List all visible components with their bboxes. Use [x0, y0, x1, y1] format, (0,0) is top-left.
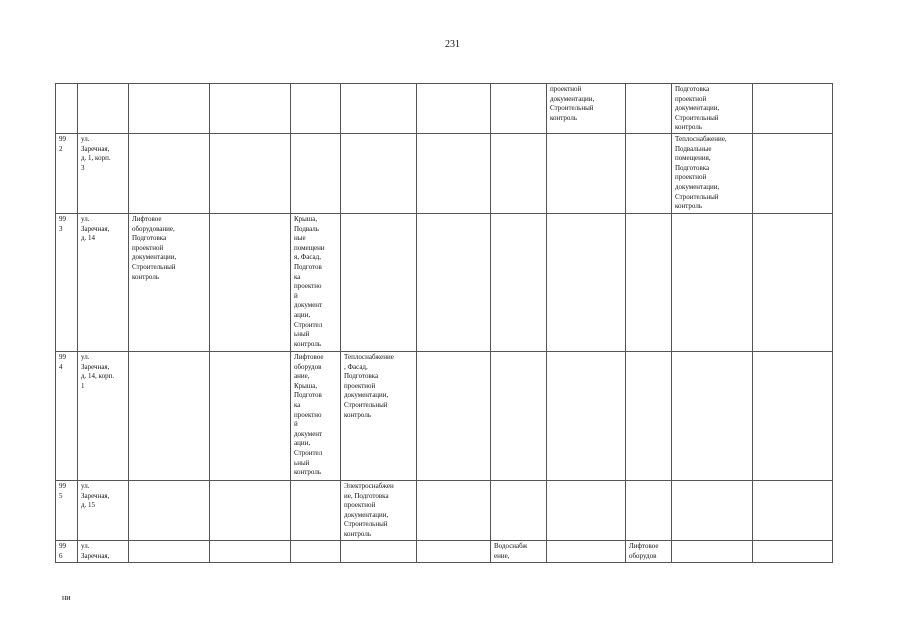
table-cell	[291, 84, 341, 134]
table-cell	[78, 352, 129, 481]
table-cell	[417, 541, 491, 563]
table-cell	[626, 134, 672, 214]
cell-text: Теплоснабжение, Подвальные помещения, Подготовка проектной документации, Строительный контроль	[675, 135, 727, 211]
table-cell	[341, 541, 417, 563]
table-cell	[56, 84, 78, 134]
table-cell	[753, 481, 833, 541]
table-row	[56, 541, 833, 563]
table-cell	[78, 541, 129, 563]
table-cell	[291, 481, 341, 541]
table-cell	[210, 352, 291, 481]
table-cell	[341, 214, 417, 352]
table-cell	[491, 214, 547, 352]
cell-text: ул. Заречная, д. 14, корп. 1	[81, 353, 115, 390]
table-cell	[547, 541, 626, 563]
table-cell	[491, 481, 547, 541]
table-cell	[210, 541, 291, 563]
table-cell	[78, 481, 129, 541]
cell-text: 99 5	[59, 482, 66, 500]
table-cell	[56, 481, 78, 541]
table-cell	[753, 134, 833, 214]
table-cell	[753, 541, 833, 563]
table-cell	[417, 84, 491, 134]
cell-text: Лифтовое оборудов	[629, 542, 659, 560]
table-cell	[417, 481, 491, 541]
table-cell	[129, 214, 210, 352]
table-row	[56, 214, 833, 352]
table-cell	[491, 134, 547, 214]
table-cell	[341, 134, 417, 214]
table-cell	[78, 214, 129, 352]
cell-text: ул. Заречная, д. 14	[81, 215, 110, 243]
table-cell	[56, 541, 78, 563]
repair-schedule-table	[55, 83, 833, 563]
table-cell	[753, 352, 833, 481]
table-cell	[626, 214, 672, 352]
table-row	[56, 481, 833, 541]
table-cell	[417, 352, 491, 481]
cell-text: 99 2	[59, 135, 66, 153]
table-cell	[491, 352, 547, 481]
cell-text: Лифтовое оборудование, Подготовка проектной документации, Строительный контроль	[132, 215, 177, 281]
table-cell	[56, 352, 78, 481]
cell-text: Электроснабжен ие, Подготовка проектной документации, Строительный контроль	[344, 482, 394, 538]
table-cell	[672, 352, 753, 481]
table-cell	[341, 481, 417, 541]
table-cell	[547, 352, 626, 481]
table-cell	[753, 84, 833, 134]
table-cell	[417, 214, 491, 352]
cell-text: 99 6	[59, 542, 66, 560]
table-cell	[129, 352, 210, 481]
cell-text: 99 4	[59, 353, 66, 371]
table-cell	[129, 481, 210, 541]
table-cell	[56, 134, 78, 214]
table-cell	[626, 352, 672, 481]
cell-text: 99 3	[59, 215, 66, 233]
table-cell	[291, 541, 341, 563]
table-row	[56, 134, 833, 214]
table-cell	[78, 134, 129, 214]
cell-text: Лифтовое оборудов ание, Крыша, Подготов ка проектно й документ ации, Строител ьный контроль	[294, 353, 324, 477]
table-cell	[547, 214, 626, 352]
table-cell	[672, 134, 753, 214]
table-cell	[672, 541, 753, 563]
cell-text: ул. Заречная, д. 15	[81, 482, 110, 510]
table-cell	[129, 134, 210, 214]
footer-text: ни	[62, 593, 71, 602]
table-cell	[341, 352, 417, 481]
table-cell	[547, 134, 626, 214]
table-cell	[78, 84, 129, 134]
table-cell	[210, 214, 291, 352]
table-cell	[626, 481, 672, 541]
cell-text: Подготовка проектной документации, Строительный контроль	[675, 85, 720, 132]
cell-text: Теплоснабжение , Фасад, Подготовка проектной документации, Строительный контроль	[344, 353, 394, 419]
cell-text: ул. Заречная,	[81, 542, 110, 560]
table-cell	[672, 84, 753, 134]
table-cell	[626, 84, 672, 134]
table-cell	[491, 84, 547, 134]
table-cell	[210, 84, 291, 134]
table-cell	[291, 214, 341, 352]
table-cell	[626, 541, 672, 563]
cell-text: Водоснабж ение,	[494, 542, 528, 560]
table-cell	[341, 84, 417, 134]
page-number: 231	[445, 39, 460, 50]
table-cell	[129, 84, 210, 134]
table-cell	[210, 134, 291, 214]
table-cell	[291, 134, 341, 214]
table-cell	[547, 481, 626, 541]
table-cell	[753, 214, 833, 352]
table-cell	[547, 84, 626, 134]
table-cell	[56, 214, 78, 352]
cell-text: ул. Заречная, д. 1, корп. 3	[81, 135, 111, 172]
table-cell	[491, 541, 547, 563]
cell-text: Крыша, Подваль ные помещени я, Фасад, Подготов ка проектно й документ ации, Строител ьный контроль	[294, 215, 325, 348]
table-cell	[417, 134, 491, 214]
table-cell	[210, 481, 291, 541]
table-cell	[672, 214, 753, 352]
cell-text: проектной документации, Строительный контроль	[550, 85, 595, 122]
table-row	[56, 84, 833, 134]
table-row	[56, 352, 833, 481]
table-cell	[291, 352, 341, 481]
table-cell	[129, 541, 210, 563]
table-cell	[672, 481, 753, 541]
